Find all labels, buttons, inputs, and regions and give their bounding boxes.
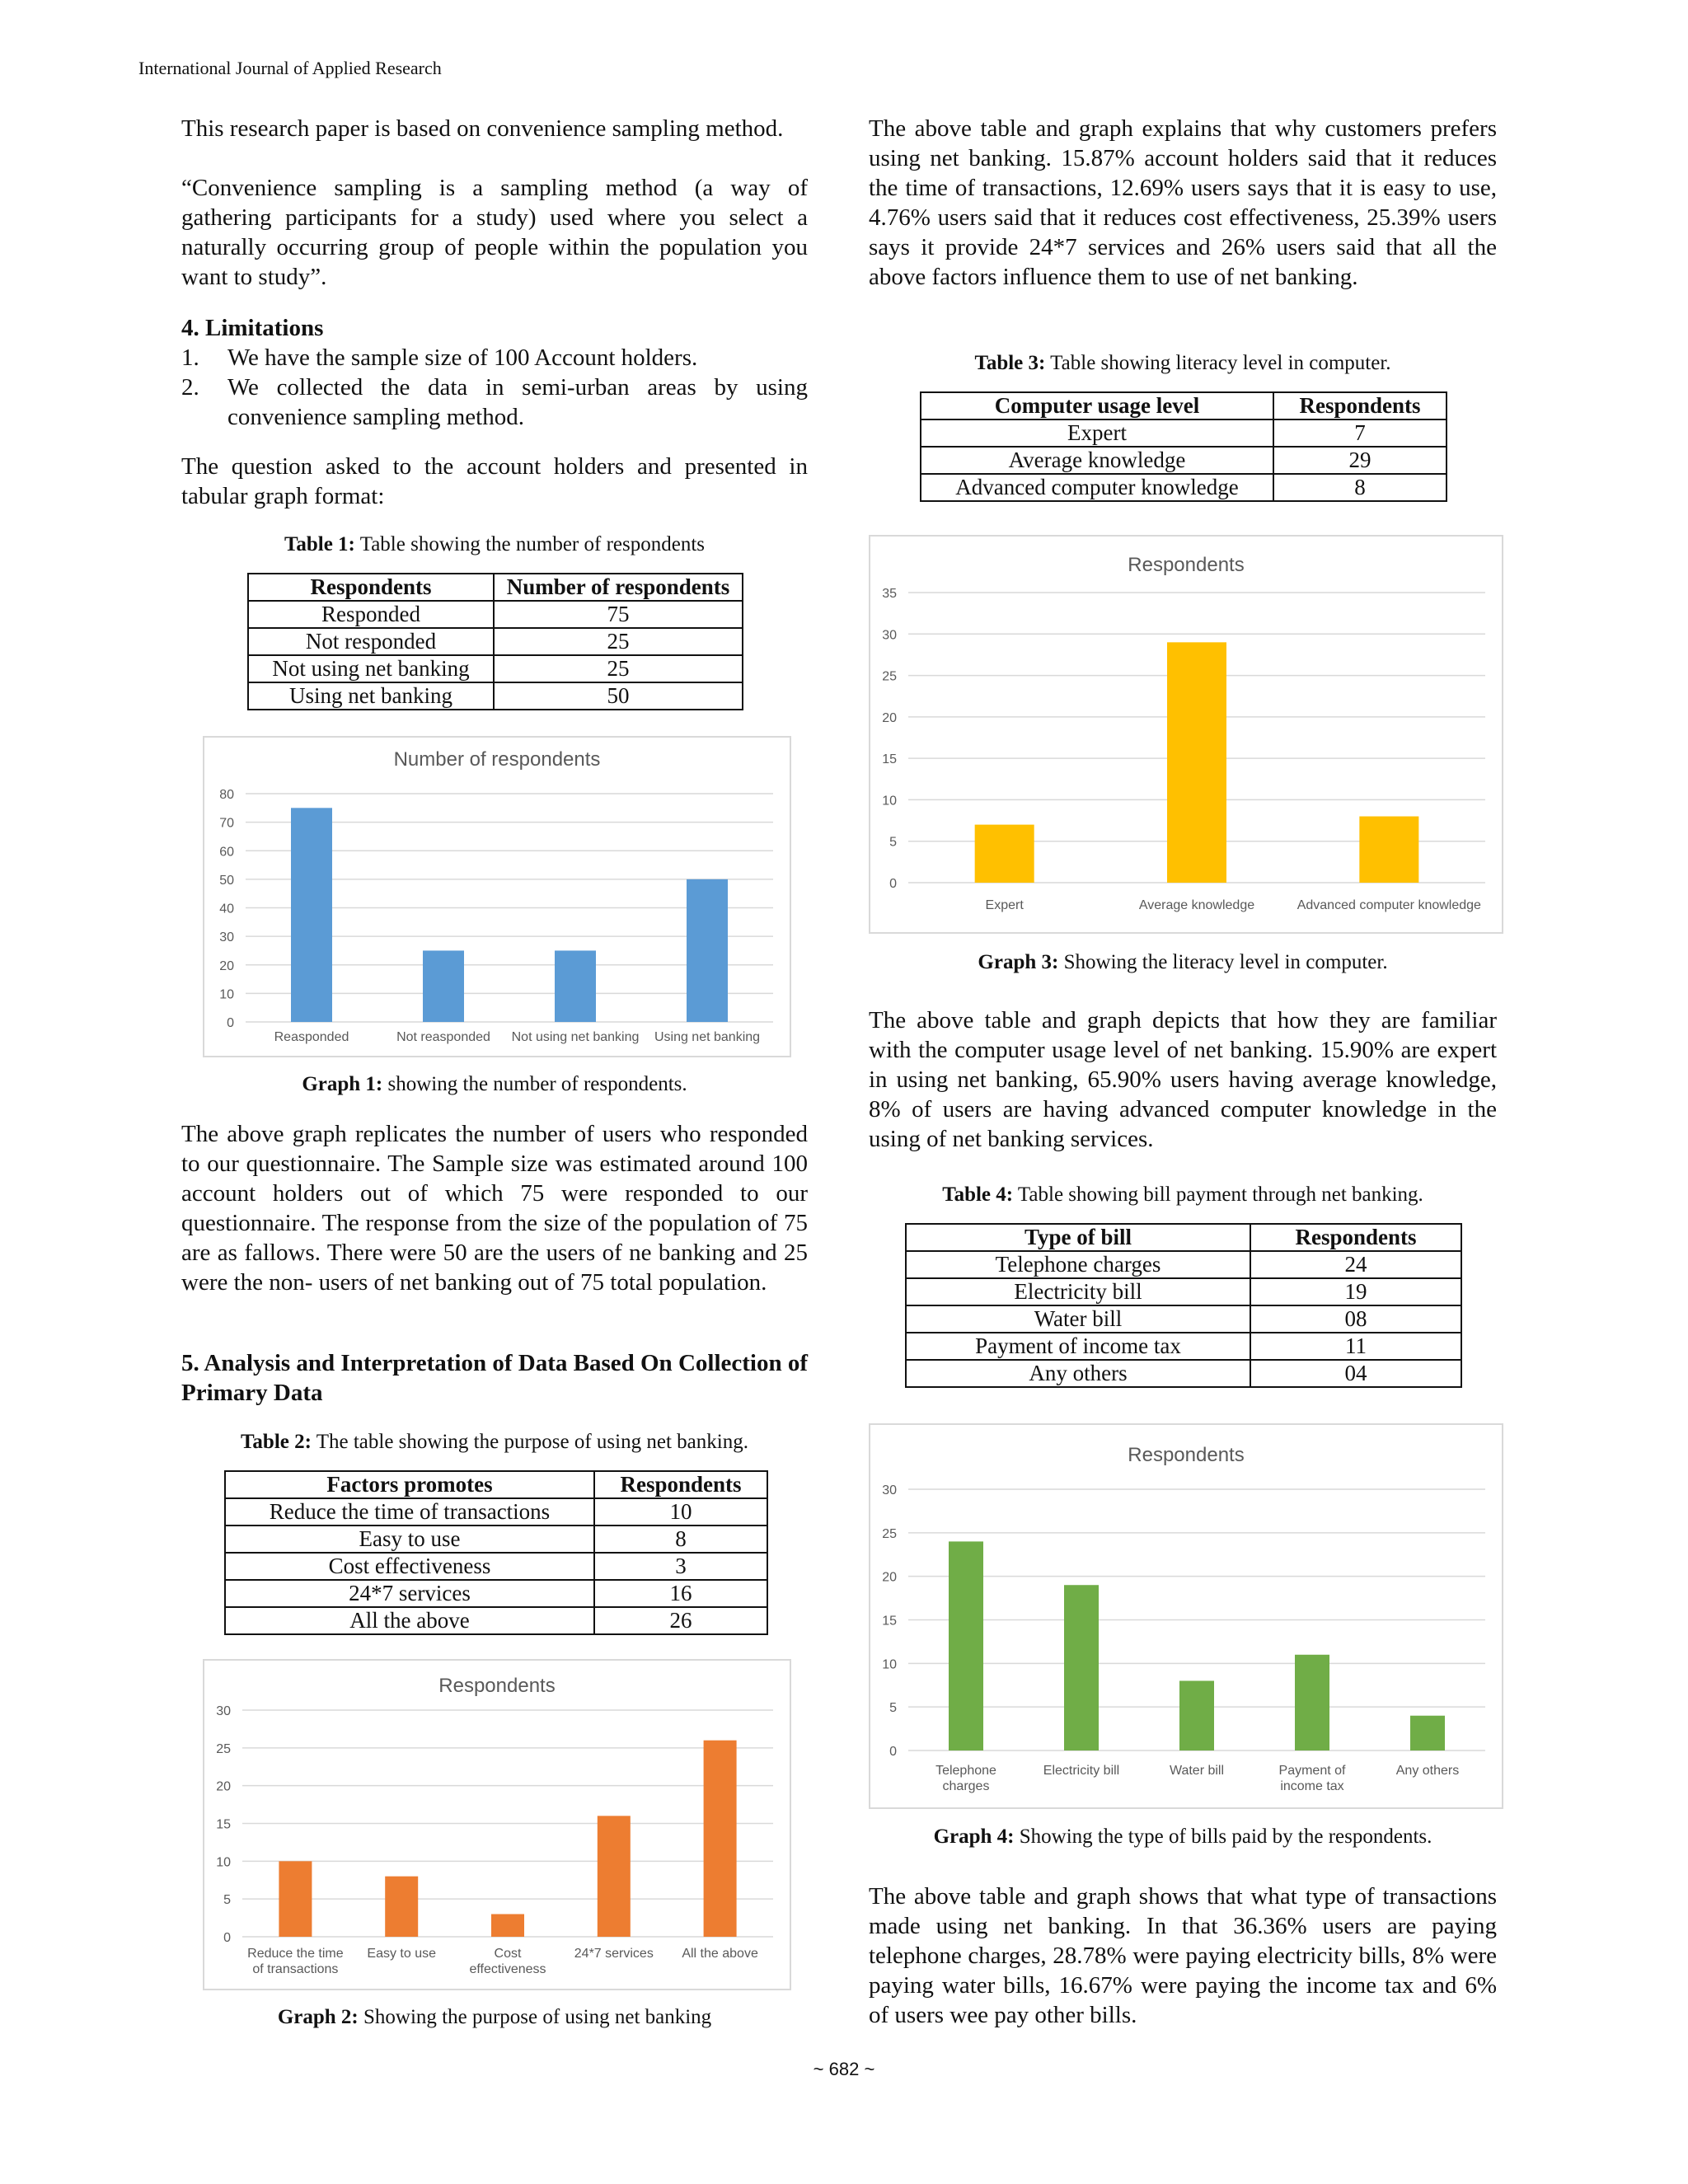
- bar: [598, 1816, 631, 1937]
- y-tick-label: 40: [219, 902, 234, 916]
- y-tick-label: 25: [882, 1526, 897, 1541]
- table-row: Any others 04: [906, 1360, 1461, 1387]
- y-tick-label: 20: [216, 1779, 231, 1794]
- y-tick-label: 5: [223, 1893, 231, 1908]
- x-tick-label: Telephone: [935, 1764, 996, 1778]
- y-tick-label: 30: [219, 930, 234, 945]
- table4: Type of bill Respondents Telephone charges 24 Electricity bill 19 Water bill 08 Payment of income tax 11 Any others 04: [905, 1223, 1462, 1388]
- x-tick-label: Not using net banking: [511, 1030, 640, 1044]
- x-tick-label: of transactions: [252, 1962, 339, 1976]
- bar: [491, 1915, 524, 1938]
- chart-title: Respondents: [438, 1675, 556, 1697]
- y-tick-label: 35: [882, 587, 897, 601]
- table-row: Reduce the time of transactions 10: [225, 1498, 767, 1526]
- bar: [1167, 642, 1226, 883]
- table-row: Cost effectiveness 3: [225, 1553, 767, 1580]
- x-tick-label: Reasponded: [274, 1030, 349, 1044]
- bar: [1295, 1655, 1329, 1750]
- x-tick-label: Expert: [985, 898, 1024, 912]
- table3-interpretation: The above table and graph depicts that how they are familiar with the computer usage level of net banking. 15.90% are expert in using net banking, 65.90% users having average knowledge, 8% of users are having advanced computer knowledge in the using of net banking services.: [869, 1007, 1497, 1152]
- x-tick-label: Not reasponded: [396, 1030, 490, 1044]
- graph4-caption: Graph 4: Showing the type of bills paid by the respondents.: [933, 1825, 1432, 1848]
- chart-title: Respondents: [1128, 554, 1245, 576]
- table-row: Not responded 25: [248, 628, 743, 655]
- y-tick-label: 0: [889, 877, 897, 891]
- table-row: Responded 75: [248, 601, 743, 628]
- convenience-sampling-quote: “Convenience sampling is a sampling method (a way of gathering participants for a study) used where you select a naturally occurring group of people within the population you want to study”.: [181, 175, 808, 290]
- table-row: Water bill 08: [906, 1305, 1461, 1333]
- y-tick-label: 30: [216, 1704, 231, 1718]
- table4-caption: Table 4: Table showing bill payment through net banking.: [942, 1183, 1423, 1206]
- table2-interpretation: The above table and graph explains that why customers prefers using net banking. 15.87% account holders said that it reduces the time of transactions, 12.69% users says that it is easy to use, 4.76% users said that it reduces cost effectiveness, 25.39% users says it provide 24*7 services and 26% users said that all the above factors influence them to use of net banking.: [869, 115, 1497, 290]
- table-row: Using net banking 50: [248, 682, 743, 710]
- y-tick-label: 20: [882, 710, 897, 725]
- graph1-interpretation: The above graph replicates the number of users who responded to our questionnaire. The Sample size was estimated around 100 account holders out of which 75 were responded to our questionnaire. The response from the size of the population of 75 are as fallows. There were 50 are the users of ne banking and 25 were the non- users of net banking out of 75 total population.: [181, 1121, 808, 1296]
- chart-title: Number of respondents: [393, 748, 601, 771]
- table-row: All the above 26: [225, 1607, 767, 1634]
- limitations-list: [181, 343, 808, 432]
- x-tick-label: income tax: [1280, 1779, 1344, 1793]
- x-tick-label: charges: [942, 1779, 990, 1793]
- y-tick-label: 15: [882, 752, 897, 767]
- y-tick-label: 0: [227, 1016, 234, 1030]
- graph2-caption: Graph 2: Showing the purpose of using net banking: [277, 2006, 712, 2028]
- graph4-chart: [869, 1423, 1503, 1809]
- graph3-chart: [869, 535, 1503, 934]
- table1-caption: Table 1: Table showing the number of respondents: [284, 533, 705, 555]
- x-tick-label: Reduce the time: [247, 1947, 344, 1961]
- graph3-svg: [870, 537, 1502, 932]
- bar: [291, 808, 332, 1022]
- bar: [1179, 1680, 1214, 1750]
- bar: [423, 950, 464, 1022]
- y-tick-label: 10: [219, 987, 234, 1002]
- graph2-chart: [203, 1659, 791, 1990]
- graph1-chart: [203, 736, 791, 1057]
- journal-header: International Journal of Applied Research: [138, 58, 442, 78]
- table-row: Telephone charges 24: [906, 1251, 1461, 1278]
- table3-caption: Table 3: Table showing literacy level in computer.: [974, 352, 1391, 374]
- graph2-svg: [204, 1661, 790, 1989]
- y-tick-label: 15: [216, 1817, 231, 1832]
- table-row: Electricity bill 19: [906, 1278, 1461, 1305]
- table-row: Not using net banking 25: [248, 655, 743, 682]
- x-tick-label: Easy to use: [367, 1947, 437, 1961]
- x-tick-label: effectiveness: [469, 1962, 546, 1976]
- graph1-svg: [204, 738, 790, 1056]
- list-item: 1. We have the sample size of 100 Account holders.: [181, 344, 698, 371]
- table4-interpretation: The above table and graph shows that what type of transactions made using net banking. In that 36.36% users are paying telephone charges, 28.78% were paying electricity bills, 8% were paying water bills, 16.67% were paying the income tax and 6% of users wee pay other bills.: [869, 1883, 1497, 2028]
- page-number: ~ 682 ~: [813, 2059, 875, 2079]
- x-tick-label: Cost: [494, 1947, 522, 1961]
- table-row: Advanced computer knowledge 8: [921, 474, 1447, 501]
- y-tick-label: 0: [889, 1745, 897, 1759]
- section5-heading: 5. Analysis and Interpretation of Data Based On Collection of Primary Data: [181, 1350, 808, 1406]
- y-tick-label: 80: [219, 788, 234, 802]
- table2-caption: Table 2: The table showing the purpose of using net banking.: [241, 1431, 748, 1453]
- y-tick-label: 10: [882, 1657, 897, 1672]
- table-row: Average knowledge 29: [921, 447, 1447, 474]
- x-tick-label: Electricity bill: [1043, 1764, 1120, 1778]
- x-tick-label: Any others: [1395, 1764, 1460, 1778]
- intro-paragraph: This research paper is based on convenience sampling method.: [181, 115, 784, 142]
- y-tick-label: 25: [216, 1741, 231, 1756]
- y-tick-label: 0: [223, 1931, 231, 1945]
- bar: [385, 1877, 418, 1937]
- bar: [704, 1741, 737, 1937]
- question-paragraph: The question asked to the account holders and presented in tabular graph format:: [181, 453, 808, 509]
- y-tick-label: 30: [882, 1483, 897, 1497]
- x-tick-label: Using net banking: [654, 1030, 761, 1044]
- table3: Computer usage level Respondents Expert 7 Average knowledge 29 Advanced computer knowledge 8: [920, 391, 1447, 502]
- y-tick-label: 20: [219, 958, 234, 973]
- x-tick-label: All the above: [682, 1947, 758, 1961]
- x-tick-label: 24*7 services: [574, 1947, 654, 1961]
- graph1-caption: Graph 1: showing the number of respondents.: [302, 1073, 687, 1095]
- graph3-caption: Graph 3: Showing the literacy level in computer.: [978, 951, 1388, 973]
- y-tick-label: 5: [889, 835, 897, 850]
- x-tick-label: Average knowledge: [1138, 898, 1255, 912]
- bar: [1064, 1585, 1099, 1750]
- y-tick-label: 70: [219, 816, 234, 831]
- chart-title: Respondents: [1128, 1444, 1245, 1466]
- graph4-svg: [870, 1425, 1502, 1807]
- table-row: 24*7 services 16: [225, 1580, 767, 1607]
- list-item: 2. We collected the data in semi-urban areas by using convenience sampling method.: [181, 374, 808, 430]
- bar: [279, 1861, 312, 1937]
- y-tick-label: 15: [882, 1614, 897, 1629]
- bar: [555, 950, 596, 1022]
- y-tick-label: 25: [882, 669, 897, 684]
- x-tick-label: Advanced computer knowledge: [1296, 898, 1481, 912]
- limitations-heading: 4. Limitations: [181, 315, 324, 341]
- table-row: Easy to use 8: [225, 1526, 767, 1553]
- table-row: Payment of income tax 11: [906, 1333, 1461, 1360]
- y-tick-label: 30: [882, 628, 897, 643]
- x-tick-label: Water bill: [1169, 1764, 1225, 1778]
- y-tick-label: 20: [882, 1570, 897, 1585]
- table2: Factors promotes Respondents Reduce the time of transactions 10 Easy to use 8 Cost effectiveness 3 24*7 services 16 All the above 26: [224, 1470, 768, 1635]
- bar: [1410, 1716, 1445, 1750]
- bar: [1359, 817, 1418, 883]
- y-tick-label: 10: [882, 794, 897, 808]
- y-tick-label: 50: [219, 873, 234, 888]
- table1: Respondents Number of respondents Responded 75 Not responded 25 Not using net banking 25 Using net banking 50: [247, 573, 743, 710]
- bar: [687, 879, 728, 1022]
- y-tick-label: 10: [216, 1855, 231, 1870]
- bar: [949, 1541, 983, 1750]
- y-tick-label: 60: [219, 845, 234, 860]
- bar: [975, 825, 1034, 883]
- table-row: Expert 7: [921, 419, 1447, 447]
- x-tick-label: Payment of: [1278, 1764, 1346, 1778]
- y-tick-label: 5: [889, 1701, 897, 1716]
